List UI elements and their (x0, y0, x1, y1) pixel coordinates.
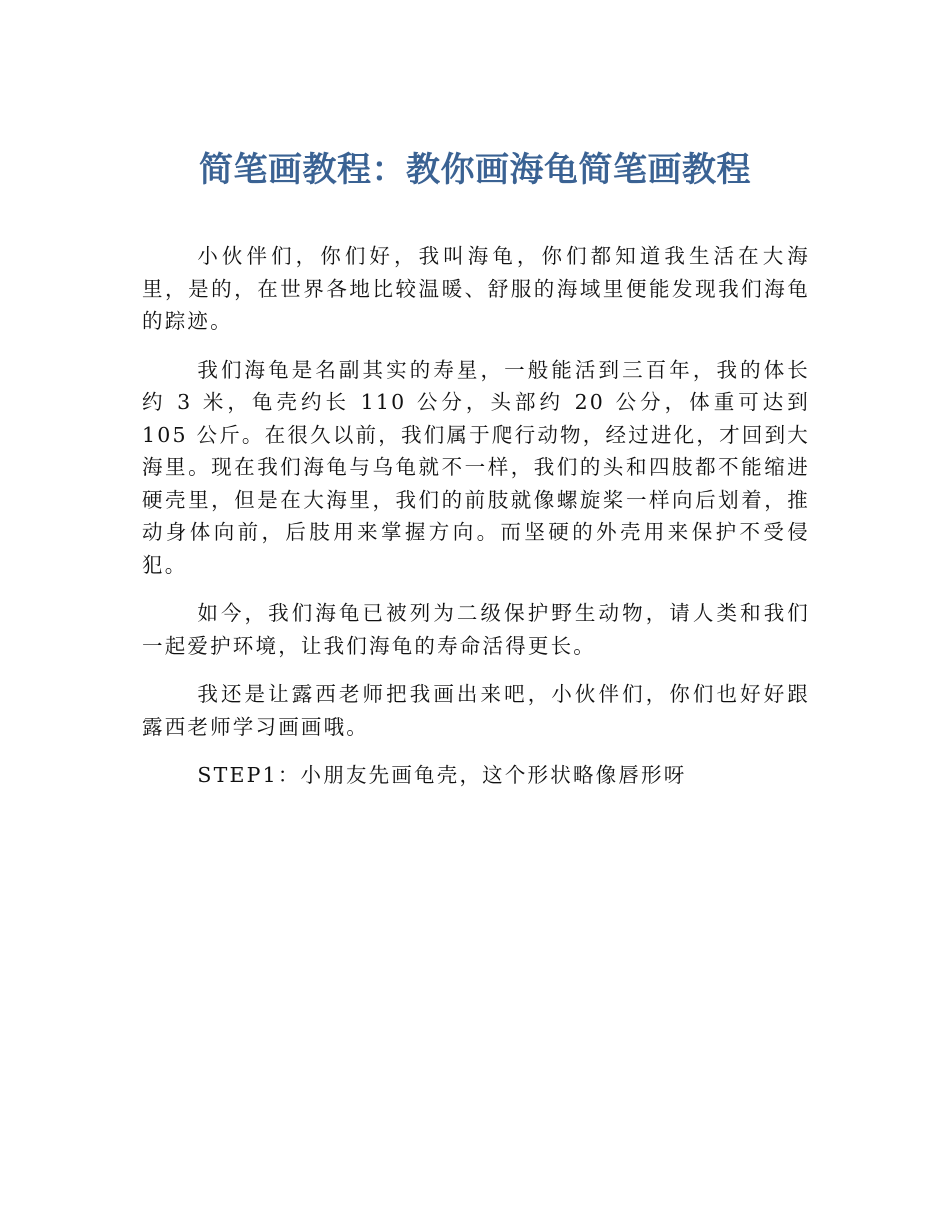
document-title: 简笔画教程：教你画海龟简笔画教程 (199, 150, 751, 190)
paragraph-drawing-intro: 我还是让露西老师把我画出来吧，小伙伴们，你们也好好跟露西老师学习画画哦。 (142, 682, 810, 739)
paragraph-step1: STEP1：小朋友先画龟壳，这个形状略像唇形呀 (197, 763, 687, 787)
paragraph-longevity: 我们海龟是名副其实的寿星，一般能活到三百年，我的体长约 3 米，龟壳约长 110 公分，头部约 20 公分，体重可达到 105 公斤。在很久以前，我们属于爬行动物，经过进化，才回到大海里。现在我们海龟与乌龟就不一样，我们的头和四肢都不能缩进硬壳里，但是在大海里，我们的前肢就像螺旋桨一样向后划着，推动身体向前，后肢用来掌握方向。而坚硬的外壳用来保护不受侵犯。 (142, 357, 810, 577)
paragraph-protection: 如今，我们海龟已被列为二级保护野生动物，请人类和我们一起爱护环境，让我们海龟的寿命活得更长。 (142, 601, 810, 658)
paragraph-intro: 小伙伴们，你们好，我叫海龟，你们都知道我生活在大海里，是的，在世界各地比较温暖、舒服的海域里便能发现我们海龟的踪迹。 (142, 244, 810, 333)
document-body (142, 240, 810, 808)
